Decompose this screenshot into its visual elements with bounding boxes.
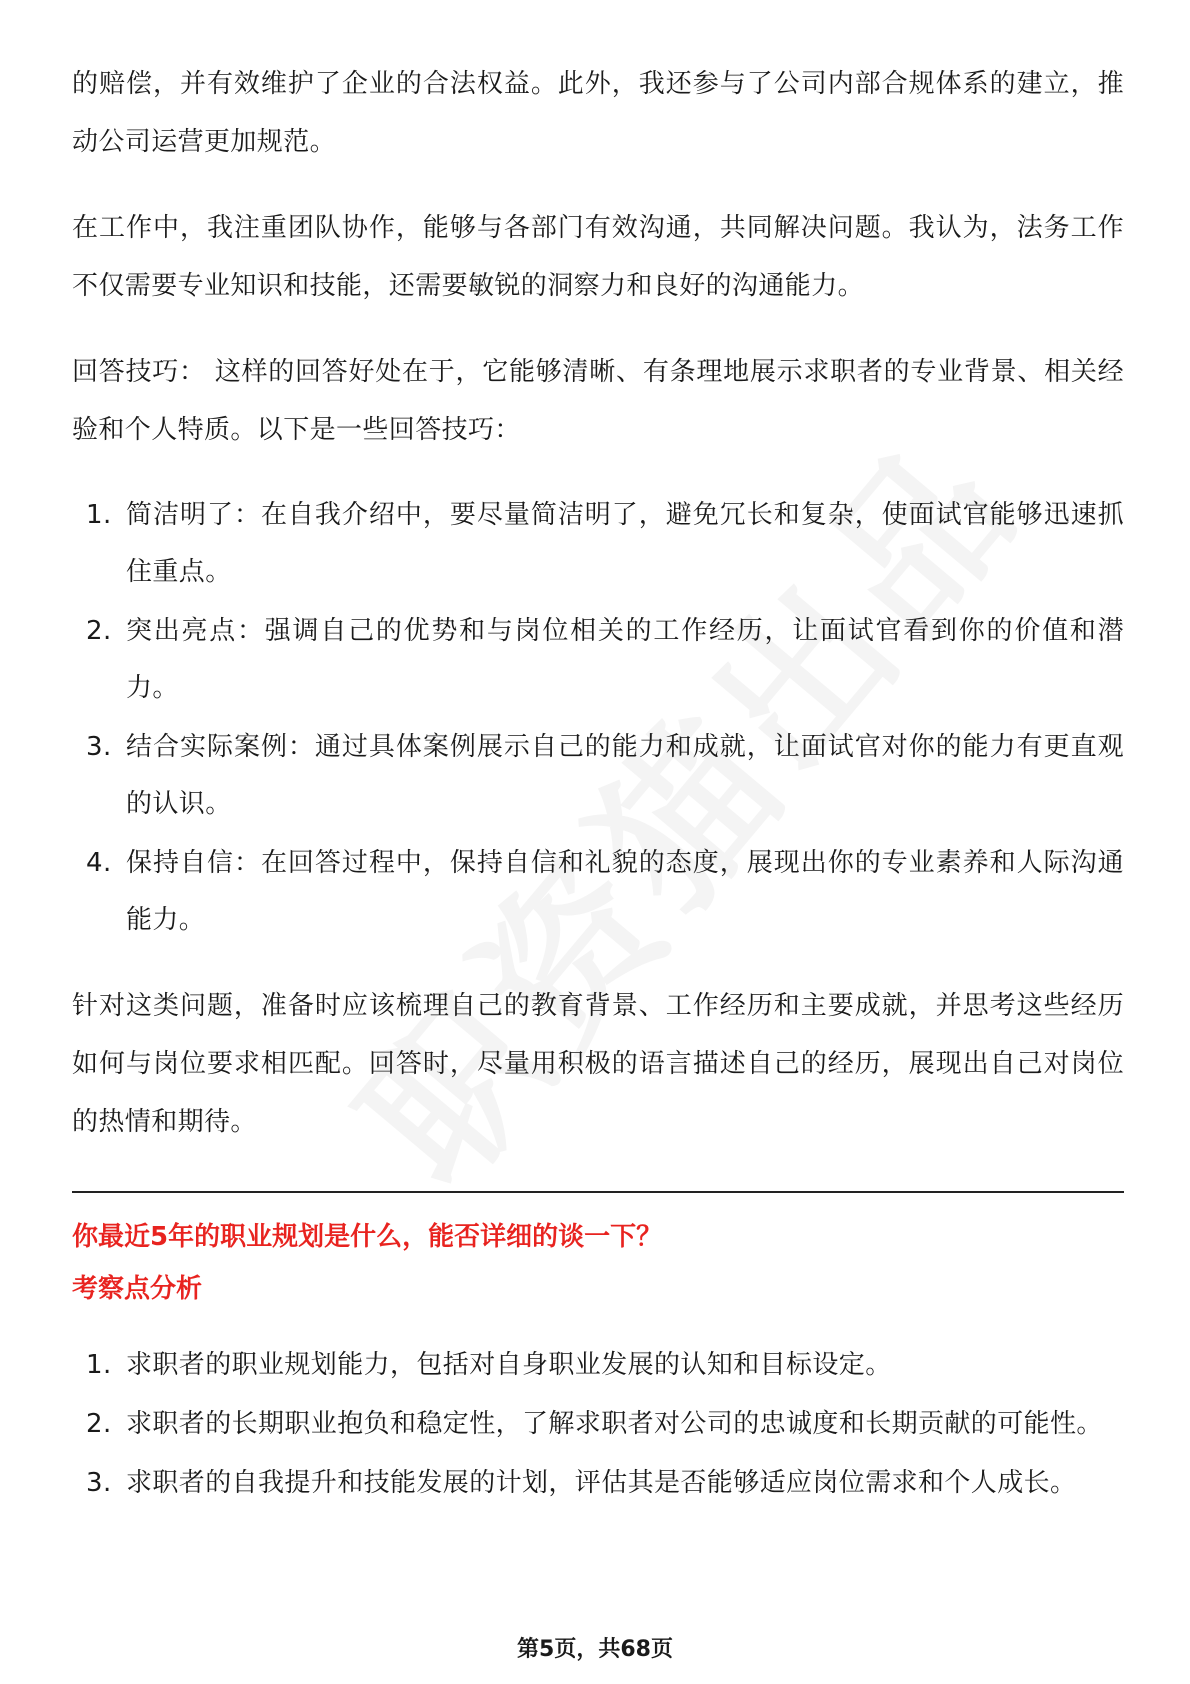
- list-item-text: 求职者的职业规划能力，包括对自身职业发展的认知和目标设定。: [126, 1350, 892, 1380]
- section-divider: [72, 1191, 1124, 1193]
- analysis-heading: 考察点分析: [72, 1274, 203, 1304]
- page-footer: 第5页，共68页: [517, 1637, 673, 1662]
- list-item-number: 1.: [86, 500, 112, 530]
- intro-paragraph-3: 回答技巧： 这样的回答好处在于，它能够清晰、有条理地展示求职者的专业背景、相关经验和个人特质。以下是一些回答技巧：: [72, 357, 1124, 445]
- list-item-number: 3.: [86, 732, 112, 762]
- list-item-text: 求职者的自我提升和技能发展的计划，评估其是否能够适应岗位需求和个人成长。: [126, 1468, 1077, 1498]
- list-item-text: 求职者的长期职业抱负和稳定性，了解求职者对公司的忠诚度和长期贡献的可能性。: [126, 1409, 1103, 1439]
- list-item-number: 3.: [86, 1468, 112, 1498]
- list-item: [72, 719, 1124, 833]
- list-item: [72, 1455, 1124, 1512]
- list-item-text: 结合实际案例：通过具体案例展示自己的能力和成就，让面试官对你的能力有更直观的认识。: [126, 732, 1124, 819]
- list-item-text: 突出亮点：强调自己的优势和与岗位相关的工作经历，让面试官看到你的价值和潜力。: [126, 616, 1124, 703]
- list-item: [72, 1337, 1124, 1394]
- intro-paragraph-1: 的赔偿，并有效维护了企业的合法权益。此外，我还参与了公司内部合规体系的建立，推动公司运营更加规范。: [72, 69, 1124, 157]
- intro-paragraph-2: 在工作中，我注重团队协作，能够与各部门有效沟通，共同解决问题。我认为，法务工作不仅需要专业知识和技能，还需要敏锐的洞察力和良好的沟通能力。: [72, 213, 1124, 301]
- list-item-text: 保持自信：在回答过程中，保持自信和礼貌的态度，展现出你的专业素养和人际沟通能力。: [126, 848, 1124, 935]
- question-title: 你最近5年的职业规划是什么，能否详细的谈一下？: [72, 1222, 663, 1252]
- document-page: [72, 55, 1124, 1540]
- list-item-text: 简洁明了：在自我介绍中，要尽量简洁明了，避免冗长和复杂，使面试官能够迅速抓住重点。: [126, 500, 1124, 587]
- list-item: [72, 835, 1124, 949]
- list-item-number: 2.: [86, 616, 112, 646]
- analysis-points-list: [72, 1337, 1124, 1512]
- list-item: [72, 487, 1124, 601]
- list-item: [72, 603, 1124, 717]
- tips-list: [72, 487, 1124, 949]
- list-item-number: 4.: [86, 848, 112, 878]
- list-item-number: 2.: [86, 1409, 112, 1439]
- closing-paragraph: 针对这类问题，准备时应该梳理自己的教育背景、工作经历和主要成就，并思考这些经历如何与岗位要求相匹配。回答时，尽量用积极的语言描述自己的经历，展现出自己对岗位的热情和期待。: [72, 991, 1124, 1137]
- list-item-number: 1.: [86, 1350, 112, 1380]
- list-item: [72, 1396, 1124, 1453]
